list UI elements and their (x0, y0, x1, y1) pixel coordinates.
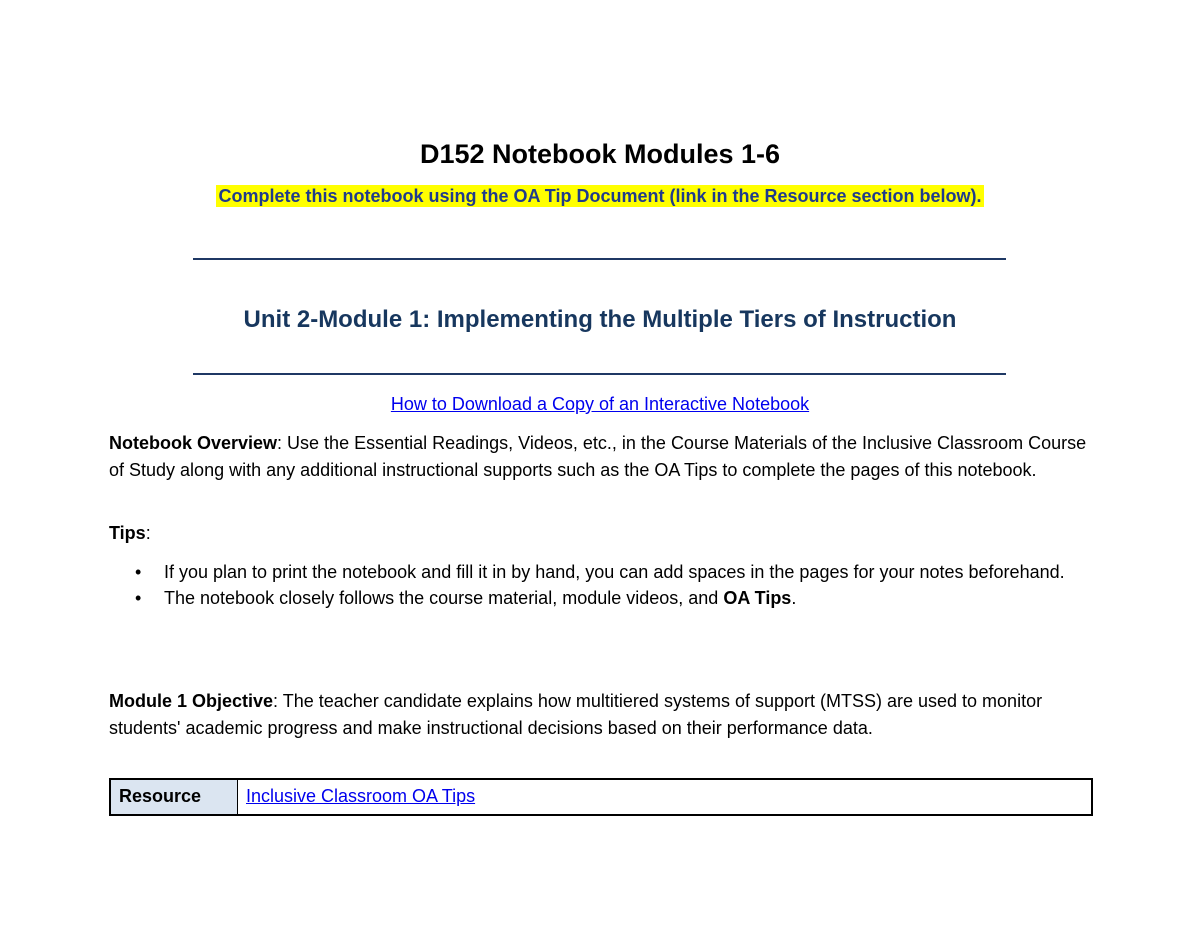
divider-bottom (193, 373, 1006, 375)
resource-link-cell (238, 780, 1091, 814)
tip-text: If you plan to print the notebook and fill it in by hand, you can add spaces in the pages for your notes beforehand. (164, 562, 1065, 582)
tip-text-bold: OA Tips (723, 588, 792, 608)
unit-module-heading: Unit 2-Module 1: Implementing the Multiple Tiers of Instruction (243, 306, 957, 333)
bullet-icon: • (135, 562, 142, 582)
list-item (109, 559, 1094, 585)
list-item (109, 585, 1094, 611)
tips-label: Tips (109, 523, 146, 543)
notebook-overview-paragraph (109, 430, 1094, 484)
overview-text: : Use the Essential Readings, Videos, etc., in the Course Materials of the Inclusive Classroom Course of Study along with any additional instructional supports such as the OA Tips to complete the pages of this notebook. (109, 433, 1087, 480)
highlighted-instruction: Complete this notebook using the OA Tip Document (link in the Resource section below). (218, 186, 982, 206)
tips-label-suffix: : (145, 523, 151, 543)
resource-label-cell: Resource (111, 780, 238, 814)
resource-table (109, 778, 1093, 816)
download-notebook-link[interactable]: How to Download a Copy of an Interactive Notebook (390, 394, 810, 414)
tips-heading (109, 520, 1094, 547)
tip-text-after: . (791, 588, 797, 608)
document-title: D152 Notebook Modules 1-6 (419, 139, 781, 169)
subtitle-container (0, 183, 1200, 211)
overview-label: Notebook Overview (109, 433, 278, 453)
divider-top (193, 258, 1006, 260)
tips-list (109, 559, 1094, 611)
bullet-icon: • (135, 588, 142, 608)
download-link-container (0, 392, 1200, 418)
module-objective-paragraph (109, 688, 1094, 742)
objective-text: : The teacher candidate explains how multitiered systems of support (MTSS) are used to monitor students' academic progress and make instructional decisions based on their performance data. (109, 691, 1043, 738)
oa-tips-link[interactable]: Inclusive Classroom OA Tips (246, 786, 476, 806)
objective-label: Module 1 Objective (109, 691, 274, 711)
tip-text-before: The notebook closely follows the course material, module videos, and (164, 588, 724, 608)
